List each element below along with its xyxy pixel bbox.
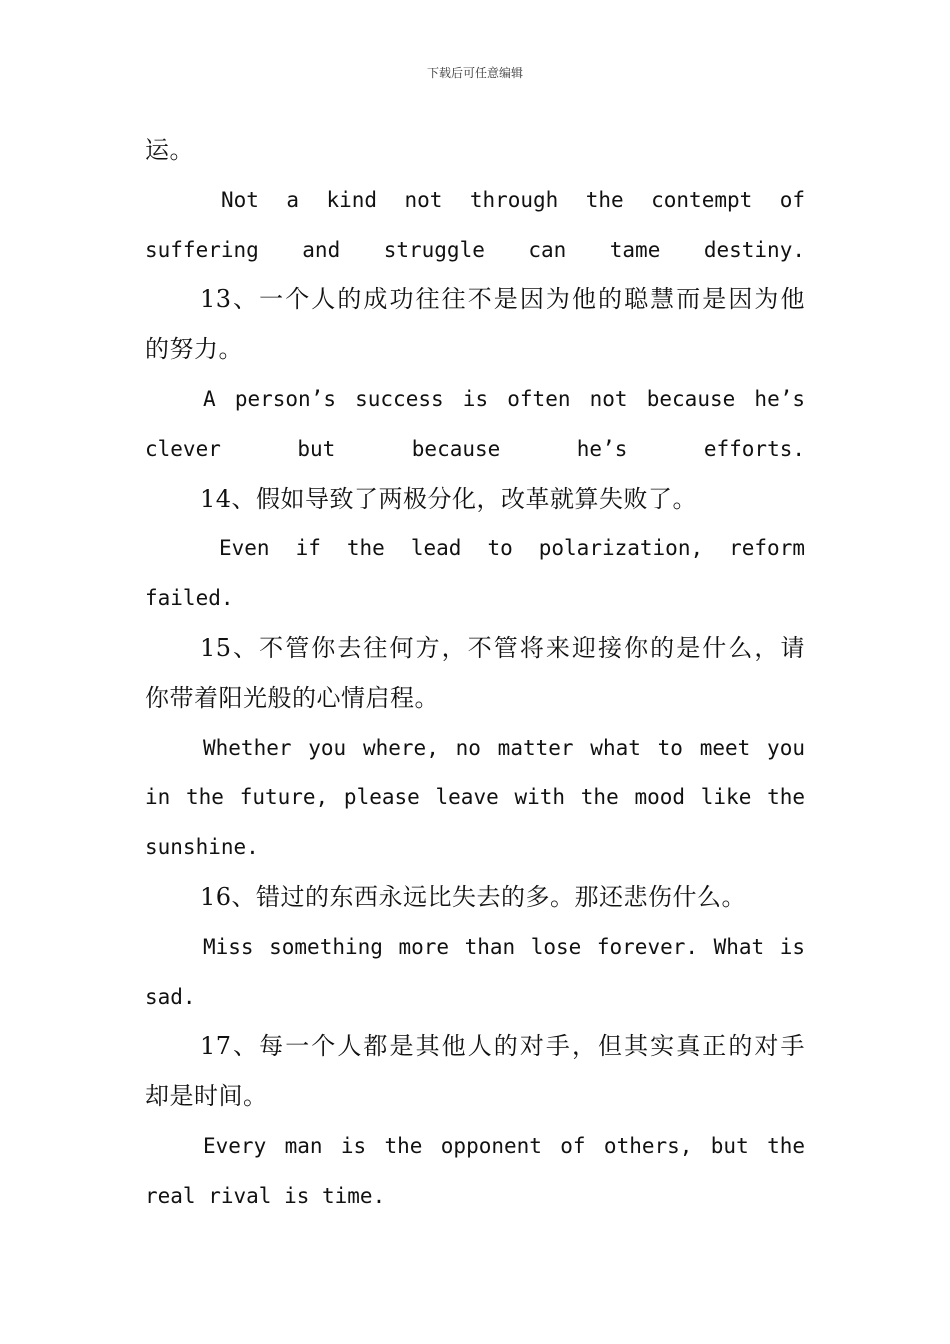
text-line: 的努力。: [145, 335, 243, 364]
text-line: sunshine.: [145, 835, 259, 860]
text-line: A person’s success is often not because he’s: [203, 386, 805, 411]
page-header: 下载后可任意编辑: [426, 66, 523, 80]
text-line: suffering and struggle can tame destiny.: [145, 237, 805, 262]
text-line: sad.: [145, 984, 196, 1009]
text-line: real rival is time.: [145, 1183, 386, 1208]
document-body: [145, 126, 805, 1222]
text-line: Every man is the opponent of others, but the: [203, 1133, 805, 1158]
text-line: 14、假如导致了两极分化，改革就算失败了。: [200, 484, 698, 513]
text-line: 16、错过的东西永远比失去的多。那还悲伤什么。: [200, 882, 747, 911]
text-line: Whether you where, no matter what to meet you: [203, 735, 805, 760]
text-line: Even if the lead to polarization, reform: [219, 536, 805, 561]
text-line: Miss something more than lose forever. What is: [203, 934, 805, 959]
text-line: Not a kind not through the contempt of: [221, 187, 805, 212]
text-line: 你带着阳光般的心情启程。: [145, 683, 439, 712]
text-line: 却是时间。: [145, 1082, 268, 1111]
text-line: 13、一个人的成功往往不是因为他的聪慧而是因为他: [200, 285, 805, 314]
text-line: failed.: [145, 586, 234, 611]
text-line: 15、不管你去往何方，不管将来迎接你的是什么，请: [200, 633, 805, 662]
text-line: 17、每一个人都是其他人的对手，但其实真正的对手: [200, 1032, 805, 1061]
text-line: clever but because he’s efforts.: [145, 436, 805, 461]
text-line: 运。: [145, 136, 194, 164]
text-line: in the future, please leave with the mood like the: [145, 785, 805, 810]
